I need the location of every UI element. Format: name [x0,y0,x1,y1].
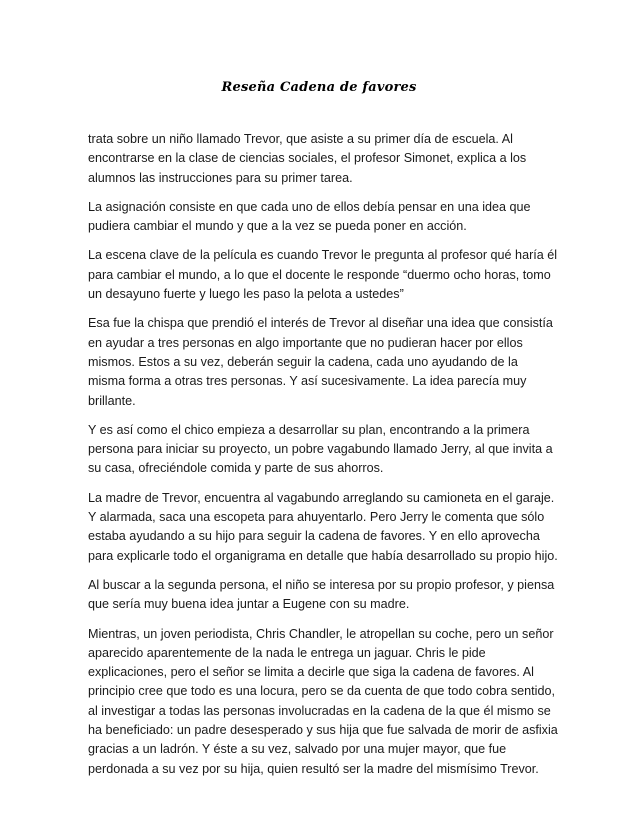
paragraph-mother: La madre de Trevor, encuentra al vagabundo arreglando su camioneta en el garaje. Y alarmada, saca una escopeta para ahuyentarlo. Pero Jerry le comenta que sólo estaba ayudando a su hijo para seguir la cadena de favores. Y en ello aprovecha para explicarle todo el organigrama en detalle que había desarrollado su propio hijo. [88,490,558,563]
paragraph-key-scene: La escena clave de la película es cuando Trevor le pregunta al profesor qué haría él para cambiar el mundo, a lo que el docente le responde “duermo ocho horas, tomo un desayuno fuerte y luego les paso la pelota a ustedes” [88,248,558,302]
document-body [88,130,558,779]
document-title: Reseña Cadena de favores [221,80,417,95]
paragraph-intro: trata sobre un niño llamado Trevor, que asiste a su primer día de escuela. Al encontrarse en la clase de ciencias sociales, el profesor Simonet, explica a los alumnos las instrucciones para su primer tarea. [88,132,527,185]
paragraph-second-person: Al buscar a la segunda persona, el niño se interesa por su propio profesor, y piensa que sería muy buena idea juntar a Eugene con su madre. [88,577,555,612]
paragraph-idea: Esa fue la chispa que prendió el interés de Trevor al diseñar una idea que consistía en ayudar a tres personas en algo importante que no pudieran hacer por ellos mismos. Estos a su vez, deberán seguir la cadena, cada uno ayudando de la misma forma a otras tres personas. Y así sucesivamente. La idea parecía muy brillante. [88,316,553,408]
paragraph-first-person: Y es así como el chico empieza a desarrollar su plan, encontrando a la primera persona para iniciar su proyecto, un pobre vagabundo llamado Jerry, al que invita a su casa, ofreciéndole comida y parte de sus ahorros. [88,422,553,476]
paragraph-assignment: La asignación consiste en que cada uno de ellos debía pensar en una idea que pudiera cambiar el mundo y que a la vez se pueda poner en acción. [88,199,531,234]
paragraph-journalist: Mientras, un joven periodista, Chris Chandler, le atropellan su coche, pero un señor aparecido aparentemente de la nada le entrega un jaguar. Chris le pide explicaciones, pero el señor se limita a decirle que siga la cadena de favores. Al principio cree que todo es una locura, pero se da cuenta de que todo cobra sentido, al investigar a todas las personas involucradas en la cadena de la que él mismo se ha beneficiado: un padre desesperado y sus hija que fue salvada de morir de asfixia gracias a un ladrón. Y éste a su vez, salvado por una mujer mayor, que fue perdonada a su vez por su hija, quien resultó ser la madre del mismísimo Trevor. [88,626,558,776]
